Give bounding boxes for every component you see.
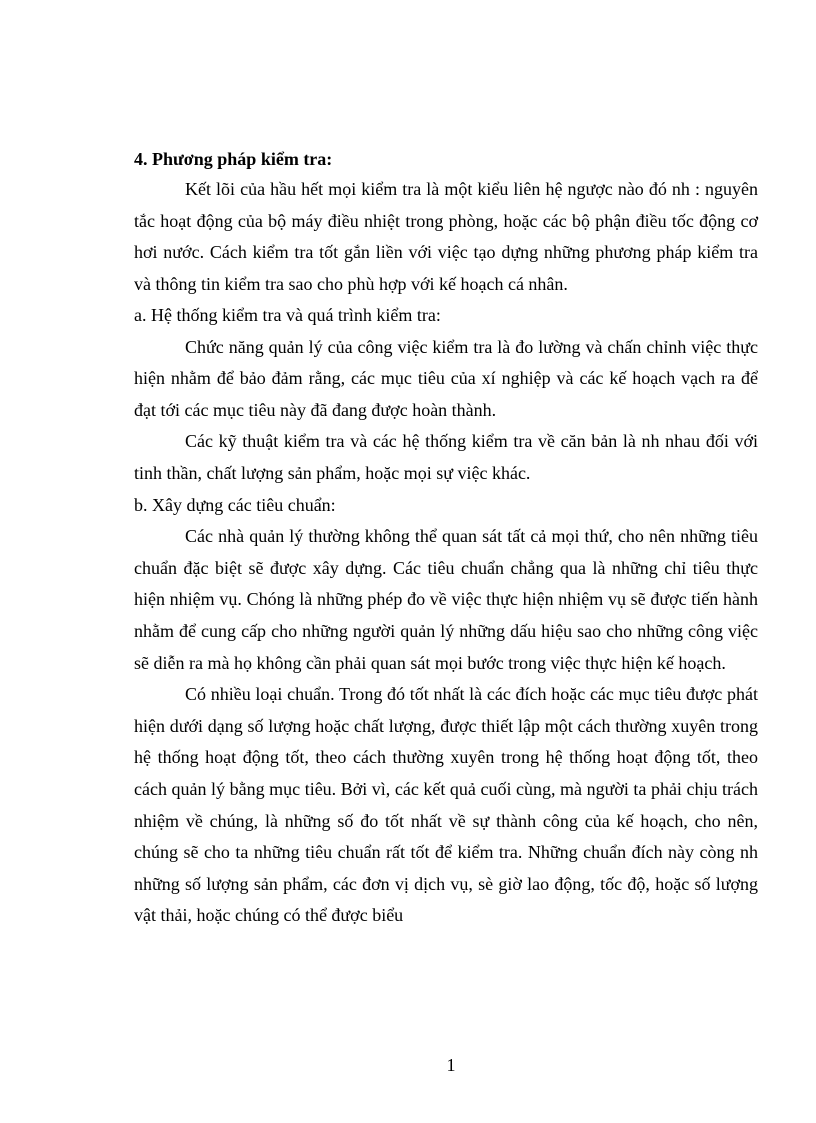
section-a-paragraph-1: Chức năng quản lý của công việc kiểm tra là đo lường và chấn chỉnh việc thực hiện nhằm để bảo đảm rằng, các mục tiêu của xí nghiệp và các kế hoạch vạch ra để đạt tới các mục tiêu này đã đang được hoàn thành.	[134, 336, 758, 420]
section-b-paragraph-2: Có nhiều loại chuẩn. Trong đó tốt nhất là các đích hoặc các mục tiêu được phát hiện dưới dạng số lượng hoặc chất lượng, được thiết lập một cách thường xuyên trong hệ thống hoạt động tốt, theo cách thường xuyên trong hệ thống hoạt động tốt, theo cách quản lý bằng mục tiêu. Bởi vì, các kết quả cuối cùng, mà người ta phải chịu trách nhiệm về chúng, là những số đo tốt nhất về sự thành công của kế hoạch, cho nên, chúng sẽ cho ta những tiêu chuẩn rất tốt để kiểm tra. Những chuẩn đích này còng nh những số lượng sản phẩm, các đơn vị dịch vụ, sè giờ lao động, tốc độ, hoặc số lượng vật thải, hoặc chúng có thể được biểu	[134, 684, 758, 926]
section-b-title: b. Xây dựng các tiêu chuẩn:	[134, 494, 336, 515]
page-body	[134, 145, 758, 932]
section-a-title: a. Hệ thống kiểm tra và quá trình kiểm tra:	[134, 305, 441, 325]
section-heading: 4. Phương pháp kiểm tra:	[134, 149, 333, 169]
section-b-paragraph-1: Các nhà quản lý thường không thể quan sát tất cả mọi thứ, cho nên những tiêu chuẩn đặc biệt sẽ được xây dựng. Các tiêu chuẩn chẳng qua là những chỉ tiêu thực hiện nhiệm vụ. Chóng là những phép đo về việc thực hiện nhiệm vụ sẽ được tiến hành nhằm để cung cấp cho những người quản lý những dấu hiệu sao cho những công việc sẽ diễn ra mà họ không cần phải quan sát mọi bước trong việc thực hiện kế hoạch.	[134, 526, 758, 673]
page-number: 1	[446, 1055, 456, 1075]
intro-paragraph: Kết lõi của hầu hết mọi kiểm tra là một kiểu liên hệ ngược nào đó nh : nguyên tắc hoạt động của bộ máy điều nhiệt trong phòng, hoặc các bộ phận điều tốc động cơ hơi nước. Cách kiểm tra tốt gắn liền với việc tạo dựng những phương pháp kiểm tra và thông tin kiểm tra sao cho phù hợp với kế hoạch cá nhân.	[134, 179, 758, 294]
section-a-paragraph-2: Các kỹ thuật kiểm tra và các hệ thống kiểm tra về căn bản là nh nhau đối với tinh thần, chất lượng sản phẩm, hoặc mọi sự việc khác.	[134, 431, 758, 483]
